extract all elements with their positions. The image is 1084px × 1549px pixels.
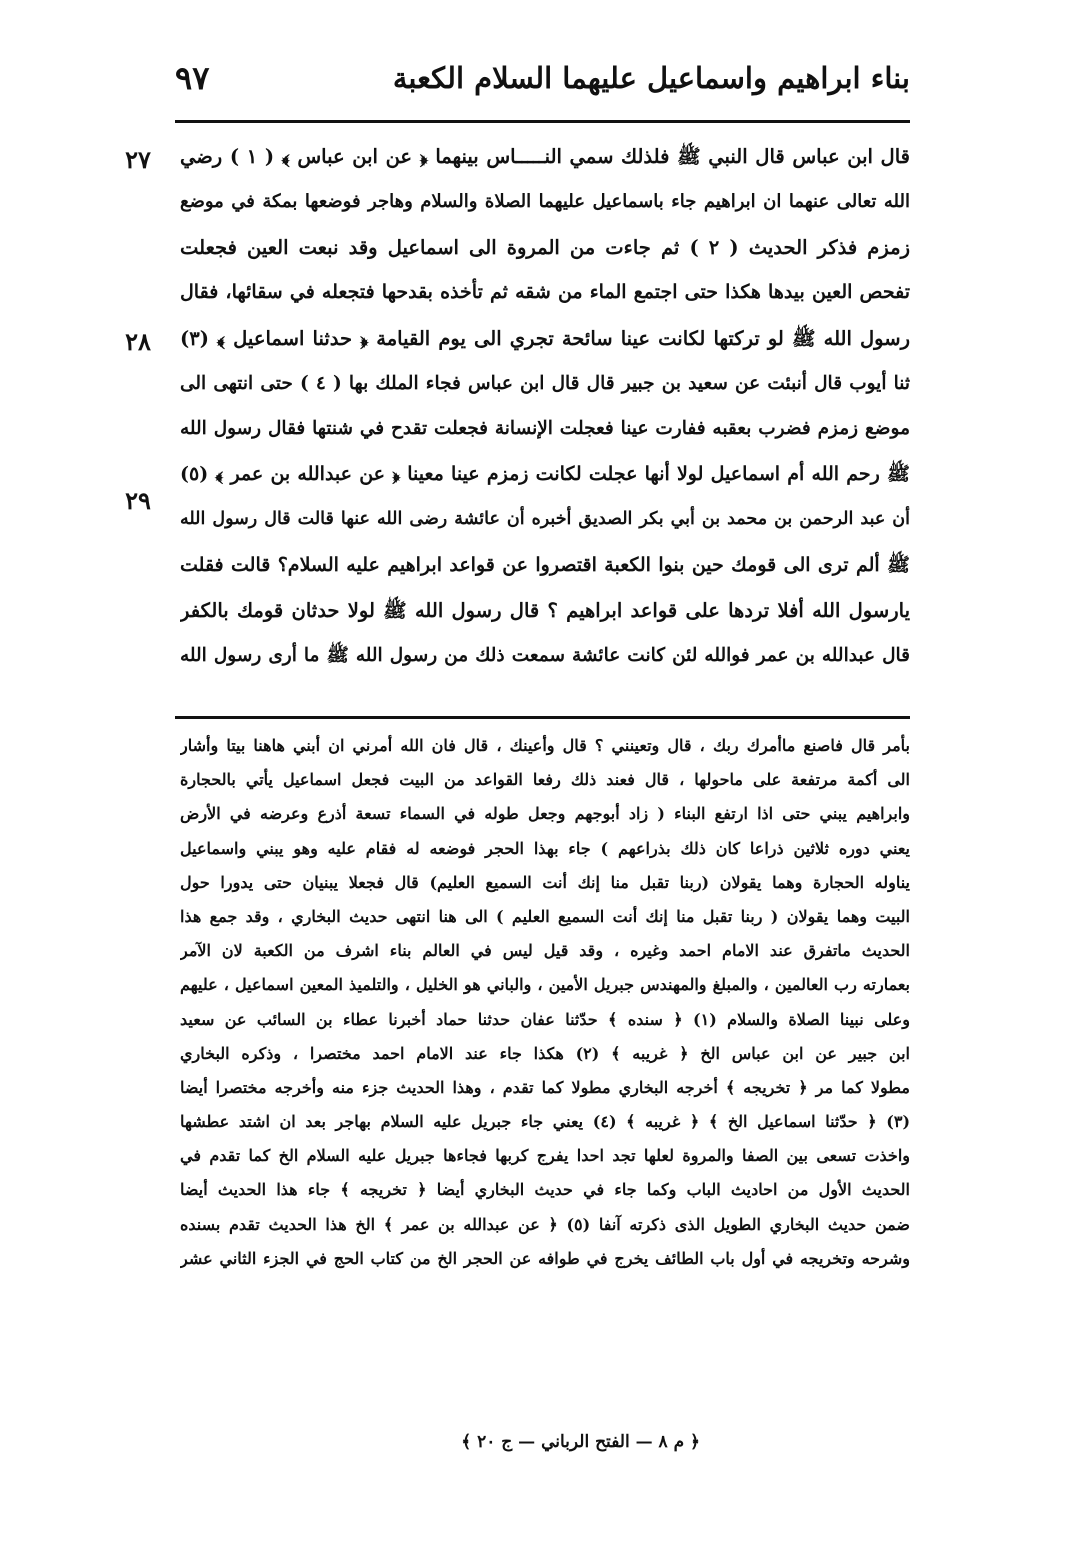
- footnote-line: مطولا كما مر ﴿ تخريجه ﴾ أخرجه البخاري مطولا كما تقدم ، وهذا الحديث جزء منه وأخرجه مختصرا أيضا: [180, 1077, 910, 1097]
- footnote-line: بعمارته رب العالمين ، والمبلغ والمهندس جبريل الأمين ، والباني هو الخليل ، والتلميذ المعين اسماعيل ، عليهم: [180, 975, 910, 995]
- footnote-line: (٣) ﴿ حدّثنا اسماعيل الخ ﴾ ﴿ غريبه ﴾ (٤) يعني جاء جبريل عليه السلام بهاجر بعد ان اشتد عطشها: [180, 1112, 910, 1132]
- page-number: ٩٧: [175, 59, 210, 97]
- text-line: قال ابن عباس قال النبي ﷺ فلذلك سمي النـــــاس بينهما ﴿ عن ابن عباس ﴾ ( ١ ) رضي: [180, 145, 910, 168]
- footnote-line: واخذت تسعى بين الصفا والمروة لعلها تجد احدا يفرج كربها فجاءها جبريل عليه السلام الخ كما تقدم في: [180, 1146, 910, 1166]
- footnote-line: الحديث الأول من احاديث الباب وكما جاء في حديث البخاري أيضا ﴿ تخريجه ﴾ جاء هذا الحديث أيضا: [180, 1180, 910, 1200]
- text-line: يارسول الله أفلا تردها على قواعد ابراهيم ؟ قال رسول الله ﷺ لولا حدثان قومك بالكفر: [180, 598, 910, 622]
- footnote-line: يناوله الحجارة وهما يقولان (ربنا تقبل منا إنك أنت السميع العليم) قال فجعلا يبنيان حتى يدورا حول: [180, 872, 910, 892]
- hadith-number: ٢٨: [125, 327, 151, 356]
- text-line: الله تعالى عنهما ان ابراهيم جاء باسماعيل عليهما الصلاة والسلام وهاجر فوضعها بمكة في موضع: [180, 191, 910, 213]
- footnote-line: وابراهيم يبني حتى اذا ارتفع البناء ( زاد أبوجهم وجعل طوله في السماء تسعة أذرع وعرضه في الأرض: [180, 804, 910, 824]
- main-text: [180, 134, 910, 679]
- text-line: تفحص العين بيدها هكذا حتى اجتمع الماء من شقه ثم تأخذه بقدحها فتجعله في سقائها، فقال: [180, 281, 910, 304]
- hadith-number: ٢٧: [125, 145, 151, 174]
- text-line: قال عبدالله بن عمر فوالله لئن كانت عائشة سمعت ذلك من رسول الله ﷺ ما أرى رسول الله: [180, 645, 910, 667]
- footnote-line: وعلى نبينا الصلاة والسلام (١) ﴿ سنده ﴾ حدّثنا عفان حدثنا حماد أخبرنا عطاء بن السائب عن سعيد: [180, 1009, 910, 1029]
- running-title: بناء ابراهيم واسماعيل عليهما السلام الكعبة: [392, 61, 910, 95]
- text-line: رسول الله ﷺ لو تركتها لكانت عينا سائحة تجري الى يوم القيامة ﴿ حدثنا اسماعيل ﴾ (٣): [180, 326, 910, 350]
- text-line: موضع زمزم فضرب بعقبه ففارت عينا فعجلت الإنسانة فجعلت تقدح في شنتها فقال رسول الله: [180, 418, 910, 440]
- footnote-line: الحديث ماتفرق عند الامام احمد وغيره ، وقد قيل ليس في العالم بناء اشرف من الكعبة لان الآمر: [180, 941, 910, 961]
- text-line: أن عبد الرحمن بن محمد بن أبي بكر الصديق أخبره أن عائشة رضى الله عنها قالت قال رسول الله: [180, 509, 910, 530]
- footnote-line: البيت وهما يقولان ( ربنا تقبل منا إنك أنت السميع العليم ) الى هنا انتهى حديث البخاري ، وقد جمع هذا: [180, 906, 910, 926]
- text-line: ﷺ رحم الله أم اسماعيل لولا أنها عجلت لكانت زمزم عينا معينا ﴿ عن عبدالله بن عمر ﴾ (٥): [180, 462, 910, 485]
- page-header: [175, 48, 910, 108]
- footnote-line: ضمن حديث البخاري الطويل الذى ذكرته آنفا (٥) ﴿ عن عبدالله بن عمر ﴾ الخ هذا الحديث تقدم بسنده: [180, 1214, 910, 1234]
- footnote-line: بأمر قال فاصنع ماأمرك ربك ، قال وتعينني ؟ قال وأعينك ، قال فان الله أمرني ان أبني هاهنا بيتا وأشار: [180, 736, 910, 755]
- footnotes: [180, 729, 910, 1276]
- text-line: ﷺ ألم ترى الى قومك حين بنوا الكعبة اقتصروا عن قواعد ابراهيم عليه السلام؟ قالت فقلت: [180, 553, 910, 576]
- hadith-number: ٢٩: [125, 486, 151, 515]
- footnote-line: وشرحه وتخريجه في أول باب الطائف يخرج في طوافه عن الحجر الخ من كتاب الحج في الجزء الثاني عشر: [180, 1248, 910, 1268]
- footnote-rule: [175, 716, 910, 719]
- footnote-line: ابن جبير عن ابن عباس الخ ﴿ غريبه ﴾ (٢) هكذا جاء عند الامام احمد مختصرا ، وذكره البخاري: [180, 1043, 910, 1063]
- text-line: زمزم فذكر الحديث ( ٢ ) ثم جاءت من المروة الى اسماعيل وقد نبعت العين فجعلت: [180, 235, 910, 259]
- header-rule: [175, 120, 910, 123]
- footnote-line: يعني دوره ثلاثين ذراعا كان ذلك بذراعهم ) جاء بهذا الحجر فوضعه له فقام عليه وهو يبني واسماعيل: [180, 838, 910, 858]
- printer-signature: ﴿ م ٨ — الفتح الرباني — ج ٢٠ ﴾: [461, 1432, 700, 1452]
- text-line: ثنا أيوب قال أنبئت عن سعيد بن جبير قال قال ابن عباس فجاء الملك بها ( ٤ ) حتى انتهى الى: [180, 372, 910, 394]
- footnote-line: الى أكمة مرتفعة على ماحولها ، قال فعند ذلك رفعا القواعد من البيت فجعل اسماعيل يأتي بالحجارة: [180, 770, 910, 790]
